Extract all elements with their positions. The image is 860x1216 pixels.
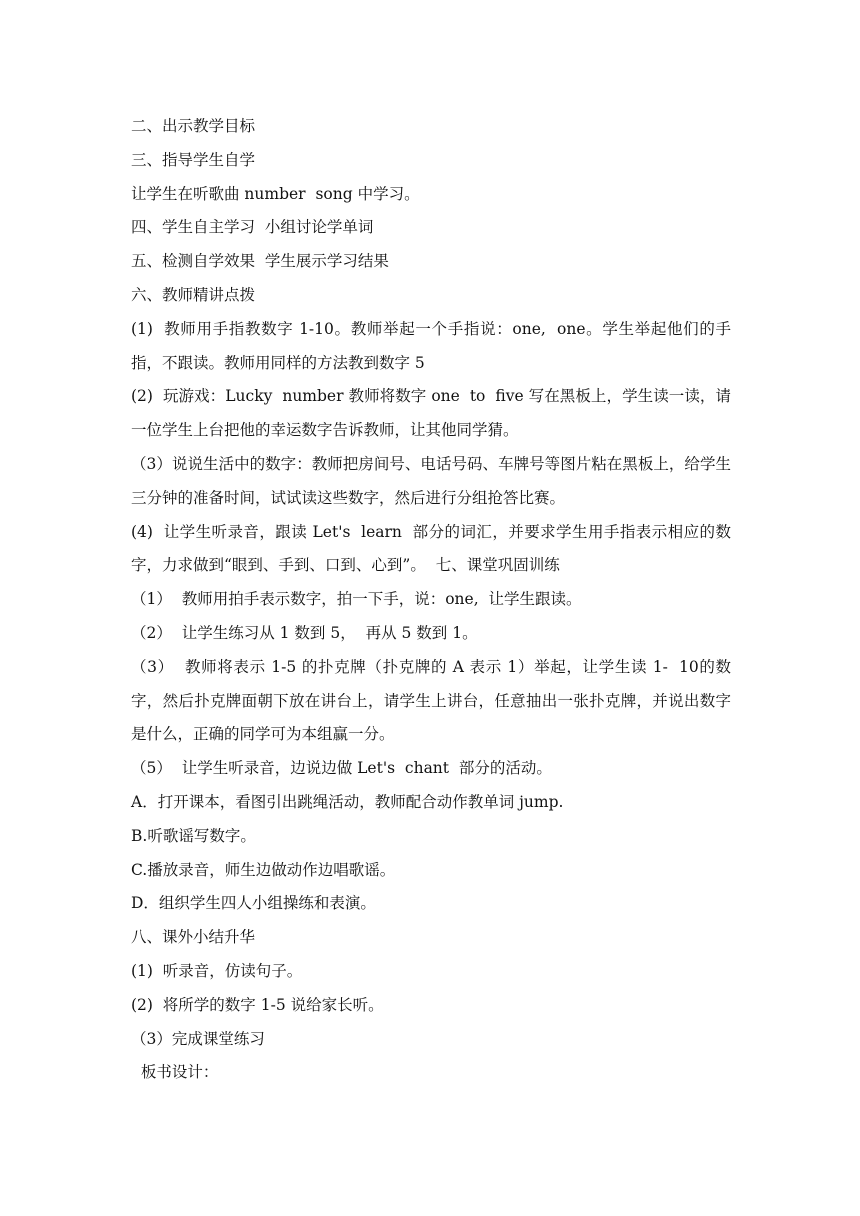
paragraph-step-3: （3）说说生活中的数字：教师把房间号、电话号码、车牌号等图片粘在黑板上，给学生三分钟的准备时间，试试读这些数字，然后进行分组抢答比赛。 [131, 454, 731, 507]
practice-item-1: （1） 教师用拍手表示数字，拍一下手，说：one, 让学生跟读。 [131, 590, 582, 609]
practice-item-2: （2） 让学生练习从 1 数到 5， 再从 5 数到 1。 [131, 623, 478, 642]
practice-item-5: （5） 让学生听录音，边说边做 Let's chant 部分的活动。 [131, 759, 552, 778]
activity-d: D．组织学生四人小组操练和表演。 [131, 894, 376, 913]
document-body [131, 110, 731, 1090]
heading-teacher-explanation: 六、教师精讲点拨 [131, 285, 256, 304]
paragraph-step-2: (2) 玩游戏：Lucky number 教师将数字 one to five 写在黑板上，学生读一读，请一位学生上台把他的幸运数字告诉教师，让其他同学猜。 [131, 387, 731, 440]
heading-self-study: 四、学生自主学习 小组讨论学单词 [131, 218, 374, 237]
heading-guide-self-study: 三、指导学生自学 [131, 150, 256, 169]
heading-check-results: 五、检测自学效果 学生展示学习结果 [131, 252, 389, 271]
activity-c: C.播放录音，师生边做动作边唱歌谣。 [131, 860, 396, 879]
blackboard-design-label: 板书设计： [131, 1063, 219, 1082]
activity-a: A．打开课本，看图引出跳绳活动，教师配合动作教单词 jump. [131, 792, 564, 811]
homework-item-2: (2) 将所学的数字 1-5 说给家长听。 [131, 995, 384, 1014]
paragraph-step-4: (4) 让学生听录音，跟读 Let's learn 部分的词汇，并要求学生用手指表示相应的数字，力求做到“眼到、手到、口到、心到”。 七、课堂巩固训练 [131, 522, 731, 575]
homework-item-1: (1) 听录音，仿读句子。 [131, 961, 303, 980]
paragraph-step-1: (1) 教师用手指教数字 1-10。教师举起一个手指说：one, one。学生举起他们的手指，不跟读。教师用同样的方法教到数字 5 [131, 319, 731, 372]
activity-b: B.听歌谣写数字。 [131, 826, 256, 845]
practice-item-3: （3） 教师将表示 1-5 的扑克牌（扑克牌的 A 表示 1）举起，让学生读 1- 10的数字，然后扑克牌面朝下放在讲台上，请学生上讲台，任意抽出一张扑克牌，并说出数字是什么，正确的同学可为本组赢一分。 [131, 657, 731, 744]
heading-summary: 八、课外小结升华 [131, 928, 256, 947]
heading-show-objectives: 二、出示教学目标 [131, 117, 256, 135]
homework-item-3: （3）完成课堂练习 [131, 1029, 265, 1048]
text-line: 让学生在听歌曲 number song 中学习。 [131, 184, 420, 203]
